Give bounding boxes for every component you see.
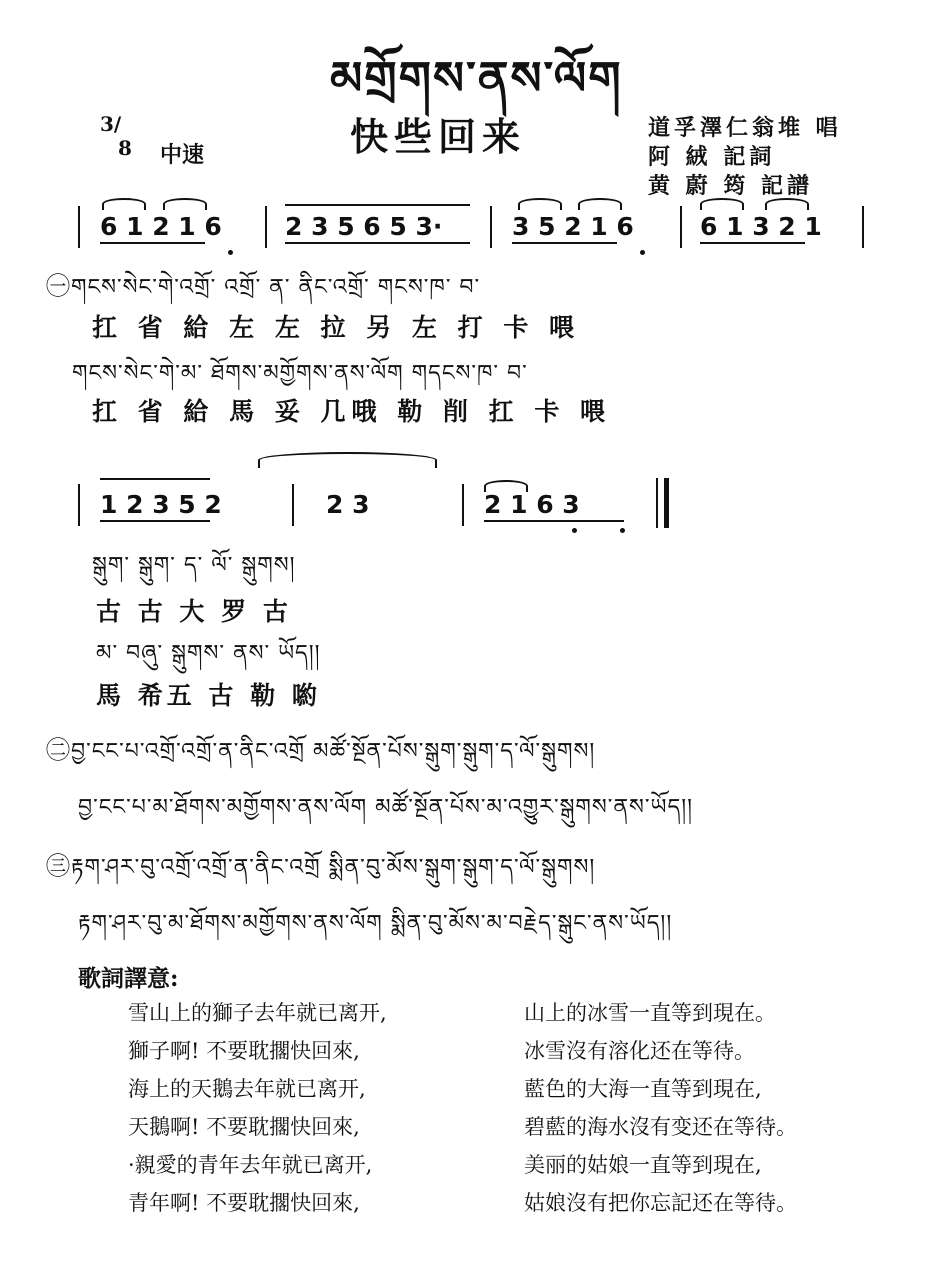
measure-5: 1 2 3 5 2 xyxy=(100,490,222,519)
verse-number: ㊁ xyxy=(46,736,71,764)
barline xyxy=(680,206,682,248)
slur xyxy=(518,198,562,210)
underline-beam xyxy=(700,242,805,244)
translation-line: 美丽的姑娘一直等到現在, xyxy=(524,1153,762,1177)
translation-line: 青年啊! 不要耽擱快回來, xyxy=(128,1191,360,1215)
translation-line: 姑娘沒有把你忘記还在等待。 xyxy=(524,1191,797,1215)
low-octave-dot xyxy=(640,250,645,255)
time-signature xyxy=(100,112,132,160)
translation-line: 山上的冰雪一直等到現在。 xyxy=(524,1001,776,1025)
measure-1: 6 1 2 1 6 xyxy=(100,212,222,241)
lyrics-tibetan-line: མ་ བཞུ་ སྒུགས་ ནས་ ཡོད།། xyxy=(96,641,321,666)
credit-lyrics: 阿 絨 記詞 xyxy=(648,144,776,170)
slur xyxy=(700,198,744,210)
verse-line: རྟག་ཤར་བུ་མ་ཐོགས་མགྱོགས་ནས་ལོག སྨིན་བུ་མོས་མ་བརྗེད་སྒུང་ནས་ཡོད།། xyxy=(78,911,673,936)
lyrics-tibetan-line: གངས་སེང་གེ་མ་ ཐོགས་མགྱོགས་ནས་ལོག གདངས་ཁ་ བ་ xyxy=(72,361,528,386)
barline xyxy=(862,206,864,248)
translation-line: 天鵝啊! 不要耽擱快回來, xyxy=(128,1115,360,1139)
barline xyxy=(656,478,658,528)
barline xyxy=(265,206,267,248)
barline xyxy=(462,484,464,526)
translation-right-column xyxy=(524,994,797,1222)
credit-singer: 道孚澤仁翁堆 唱 xyxy=(648,115,842,141)
translation-heading: 歌詞譯意: xyxy=(78,965,179,992)
measure-2: 2 3 5 6 5 3· xyxy=(285,212,443,241)
final-barline xyxy=(664,478,669,528)
lyrics-chinese-line: 馬 希五 古 勒 喲 xyxy=(96,681,321,710)
barline xyxy=(78,484,80,526)
slur xyxy=(102,198,146,210)
translation-line: 碧藍的海水沒有变还在等待。 xyxy=(524,1115,797,1139)
verse-line: ㊁བྱ་ངང་པ་འགྲོ་འགྲོ་ན་ནིང་འགྲོ མཚོ་སྔོན་པོས་སྒུག་སྒུག་ད་ལོ་སྒུགས། xyxy=(46,736,596,764)
verse-number: ㊀ xyxy=(46,272,71,300)
underline-beam xyxy=(512,242,617,244)
barline xyxy=(78,206,80,248)
underline-beam xyxy=(484,520,624,522)
verse-number: ㊂ xyxy=(46,852,71,880)
tempo-marking: 中速 xyxy=(160,142,205,168)
measure-6: 2 3 xyxy=(326,490,370,519)
slur xyxy=(163,198,207,210)
barline xyxy=(490,206,492,248)
measure-7: 2 1 6 3 xyxy=(484,490,580,519)
low-octave-dot xyxy=(228,250,233,255)
barline xyxy=(292,484,294,526)
translation-left-column xyxy=(128,994,387,1222)
credits xyxy=(648,114,842,201)
lyrics-tibetan-line: ㊀གངས་སེང་གེ་འགྲོ་ འགྲོ་ ན་ ནིང་འགྲོ་ གངས་ཁ་ བ་ xyxy=(46,272,481,300)
time-signature-upper: 3/ xyxy=(100,112,122,136)
verse-line: བྱ་ངང་པ་མ་ཐོགས་མགྱོགས་ནས་ལོག མཚོ་སྔོན་པོས་མ་འགྱུར་སྒུགས་ནས་ཡོད།། xyxy=(78,795,693,820)
translation-line: 雪山上的獅子去年就已离开, xyxy=(128,1001,387,1025)
slur xyxy=(765,198,809,210)
lyrics-chinese-line: 扛 省 給 馬 妥 几哦 勒 削 扛 卡 喂 xyxy=(92,397,612,426)
verse-line: ㊂རྟག་ཤར་བུ་འགྲོ་འགྲོ་ན་ནིང་འགྲོ སྨིན་བུ་མོས་སྒུག་སྒུག་ད་ལོ་སྒུགས། xyxy=(46,852,596,880)
low-octave-dot xyxy=(572,528,577,533)
translation-line: 藍色的大海一直等到現在, xyxy=(524,1077,762,1101)
tie-line xyxy=(285,204,470,206)
translation-line: 冰雪沒有溶化还在等待。 xyxy=(524,1039,755,1063)
credit-notation: 黄 蔚 筠 記譜 xyxy=(648,173,813,199)
lyrics-tibetan-line: སྒུག་ སྒུག་ ད་ ལོ་ སྒུགས། xyxy=(92,553,296,578)
low-octave-dot xyxy=(620,528,625,533)
underline-beam xyxy=(285,242,470,244)
song-title: 快些回来 xyxy=(350,114,527,159)
lyrics-chinese-line: 古 古 大 罗 古 xyxy=(96,597,292,626)
slur xyxy=(258,452,437,468)
tie-line xyxy=(100,478,210,480)
tibetan-title: མགྲོགས་ནས་ལོག xyxy=(330,51,623,105)
slur xyxy=(578,198,622,210)
translation-line: ·親愛的青年去年就已离开, xyxy=(128,1153,373,1177)
time-signature-lower: 8 xyxy=(118,136,132,160)
translation-line: 獅子啊! 不要耽擱快回來, xyxy=(128,1039,360,1063)
underline-beam xyxy=(100,520,210,522)
underline-beam xyxy=(100,242,205,244)
measure-3: 3 5 2 1 6 xyxy=(512,212,634,241)
translation-line: 海上的天鵝去年就已离开, xyxy=(128,1077,366,1101)
lyrics-chinese-line: 扛 省 給 左 左 拉 另 左 打 卡 喂 xyxy=(92,313,581,342)
measure-4: 6 1 3 2 1 xyxy=(700,212,822,241)
